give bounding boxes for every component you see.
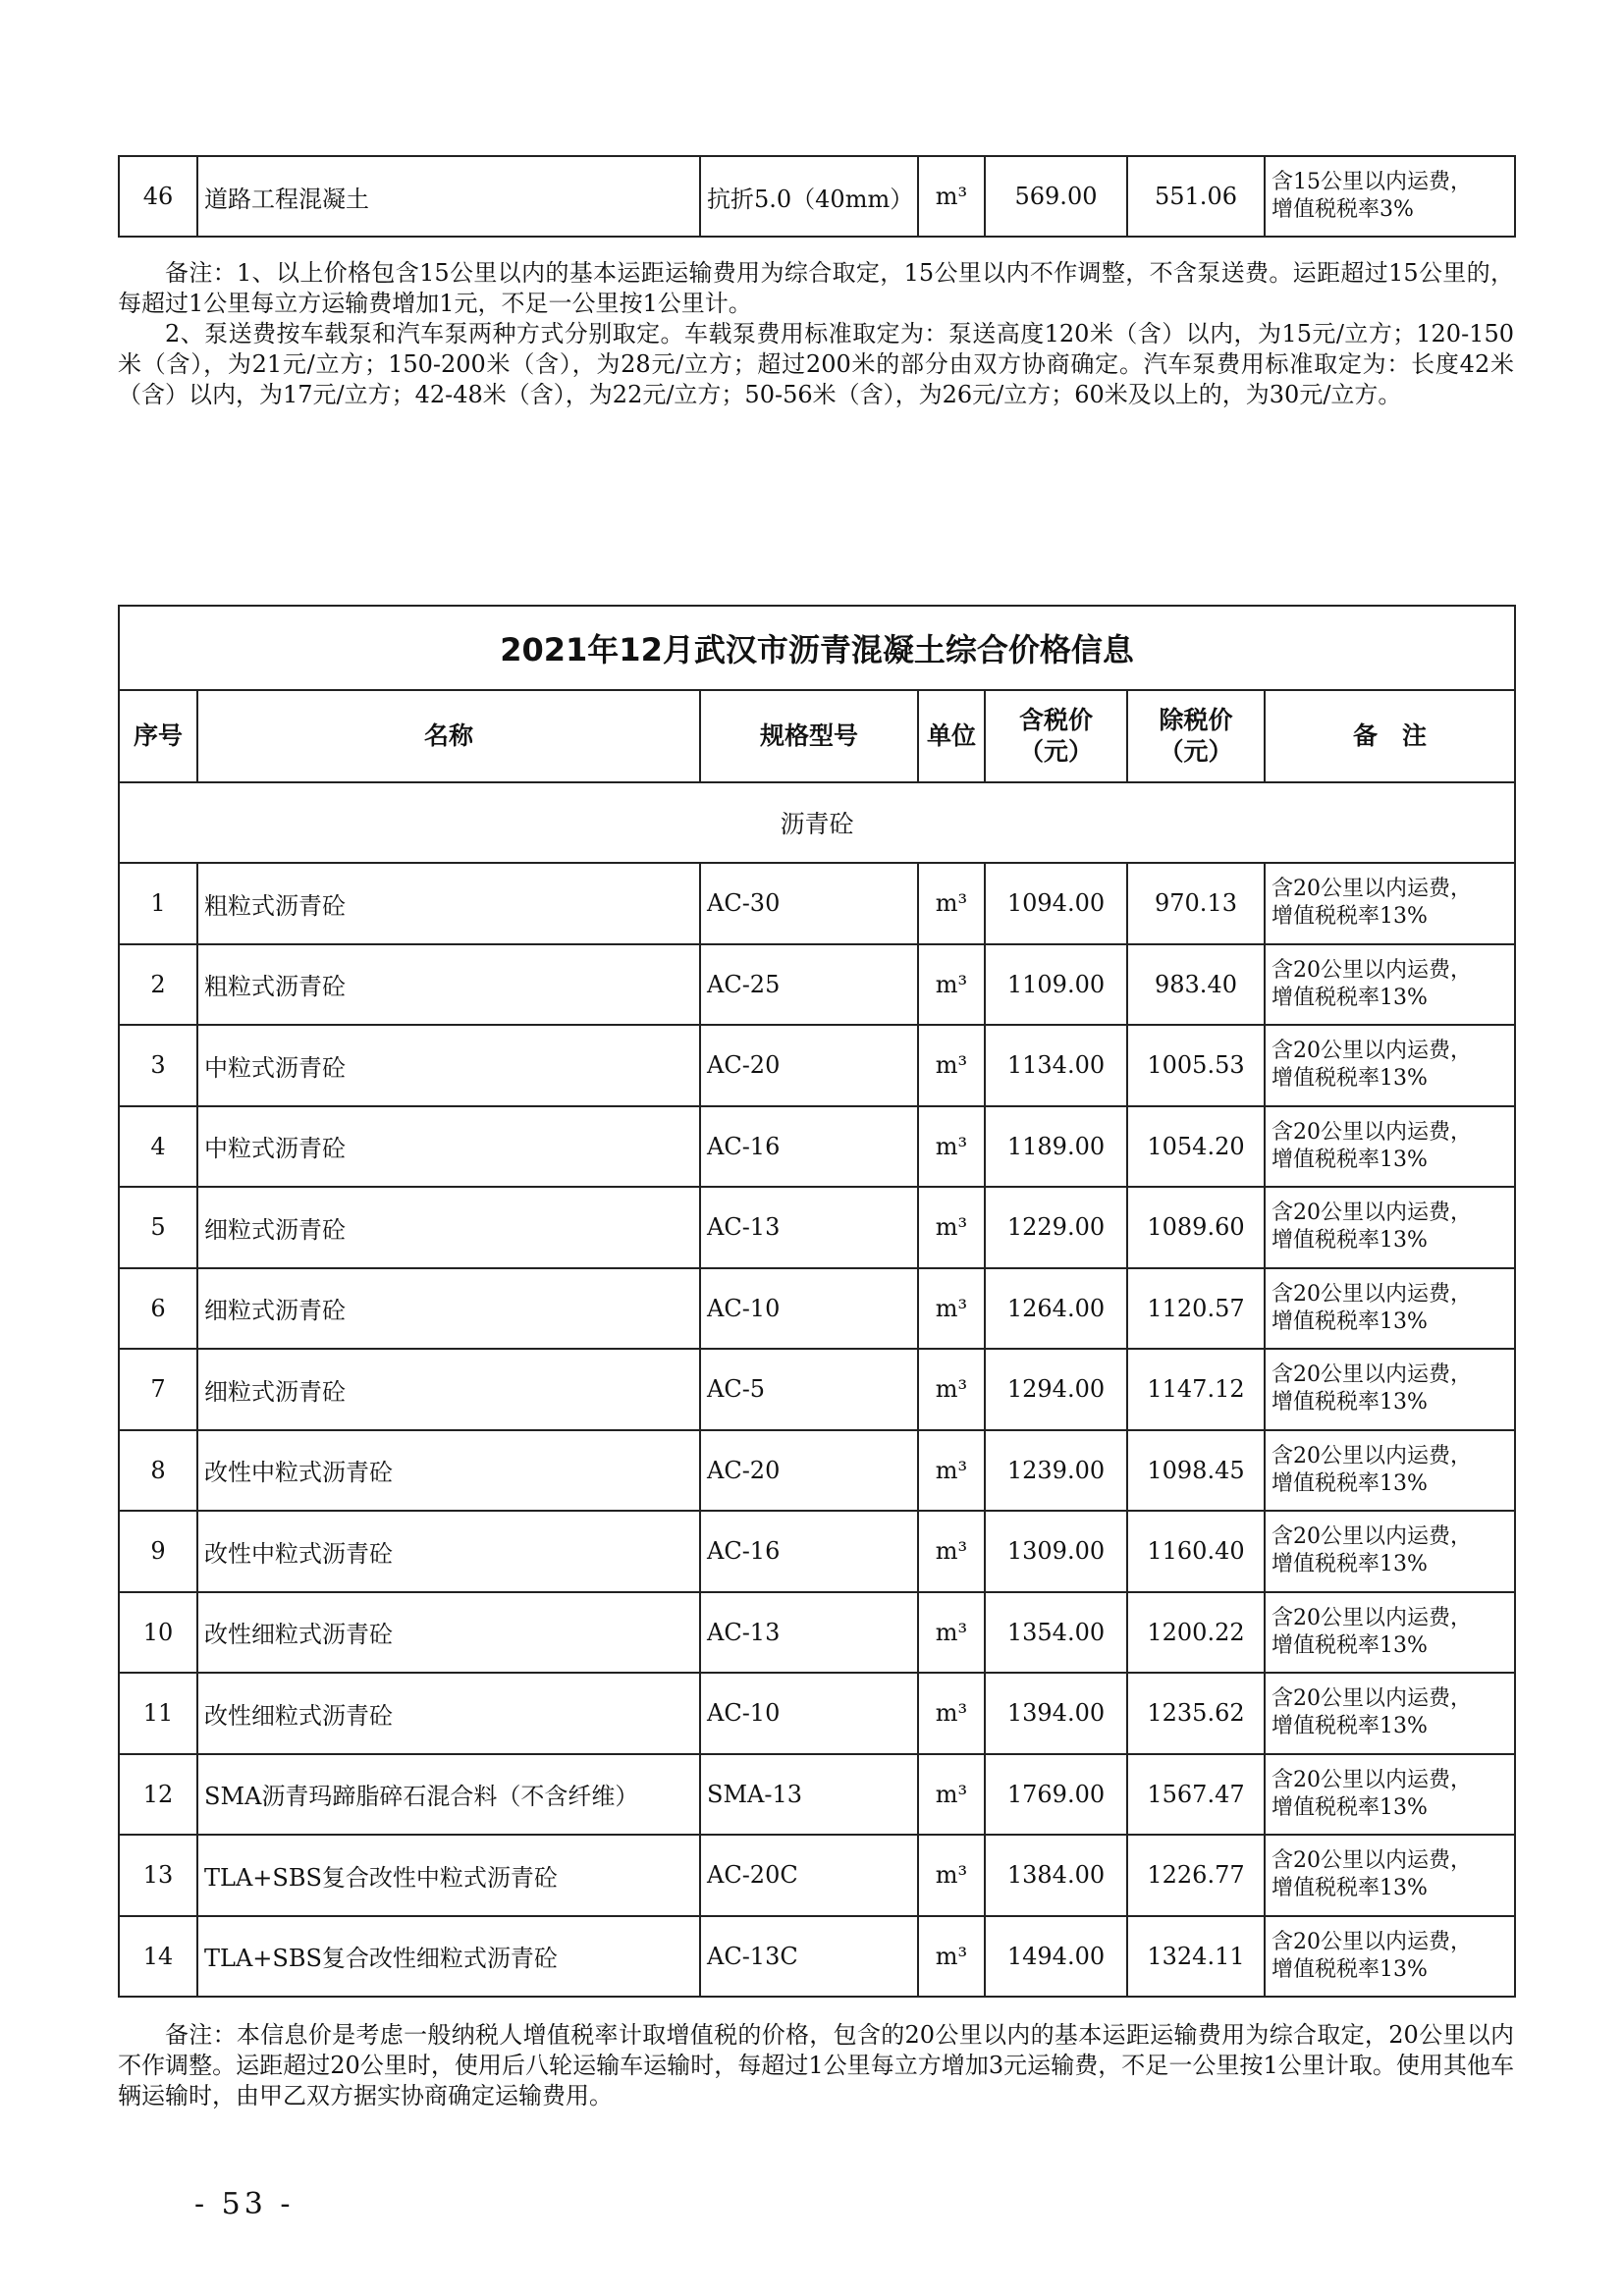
header-tax-included-line1: 含税价 — [1018, 706, 1093, 734]
material-spec: AC-16 — [700, 1511, 918, 1592]
material-spec: AC-10 — [700, 1673, 918, 1754]
material-unit: m³ — [918, 1916, 985, 1998]
material-name: 道路工程混凝土 — [197, 156, 700, 237]
material-unit: m³ — [918, 1754, 985, 1836]
remark-line-1: 含20公里以内运费， — [1271, 1524, 1472, 1550]
material-spec: AC-16 — [700, 1106, 918, 1188]
remark-line-1: 含20公里以内运费， — [1271, 1119, 1472, 1145]
material-unit: m³ — [918, 1349, 985, 1430]
tax-included-price: 1134.00 — [985, 1025, 1127, 1106]
row-remark — [1265, 1835, 1515, 1916]
material-unit: m³ — [918, 1592, 985, 1674]
row-number: 1 — [119, 863, 197, 944]
remark-line-1: 含20公里以内运费， — [1271, 1362, 1472, 1388]
tax-included-price: 1384.00 — [985, 1835, 1127, 1916]
row-remark — [1265, 1106, 1515, 1188]
asphalt-note: 备注：本信息价是考虑一般纳税人增值税率计取增值税的价格，包含的20公里以内的基本运距运输费用为综合取定，20公里以内不作调整。运距超过20公里时，使用后八轮运输车运输时，每超过1公里每立方增加3元运输费，不足一公里按1公里计取。使用其他车辆运输时，由甲乙双方据实协商确定运输费用。 — [118, 2021, 1514, 2109]
remark-line-2: 增值税税率13% — [1271, 1470, 1428, 1496]
table-row — [119, 1268, 1515, 1350]
remark-line-2: 增值税税率13% — [1271, 1632, 1428, 1658]
remark-line-1: 含20公里以内运费， — [1271, 957, 1472, 983]
material-name: TLA+SBS复合改性细粒式沥青砼 — [197, 1916, 700, 1998]
row-remark — [1265, 1025, 1515, 1106]
material-spec: AC-30 — [700, 863, 918, 944]
row-number: 13 — [119, 1835, 197, 1916]
tax-included-price: 569.00 — [985, 156, 1127, 237]
row-number: 14 — [119, 1916, 197, 1998]
material-name: 中粒式沥青砼 — [197, 1025, 700, 1106]
row-remark — [1265, 1187, 1515, 1268]
table-row — [119, 863, 1515, 944]
table-row — [119, 1025, 1515, 1106]
material-unit: m³ — [918, 1673, 985, 1754]
remark-line-2: 增值税税率13% — [1271, 1228, 1428, 1254]
tax-included-price: 1239.00 — [985, 1430, 1127, 1512]
remark-line-2: 增值税税率13% — [1271, 1714, 1428, 1739]
remark-line-2: 增值税税率13% — [1271, 1876, 1428, 1901]
header-name: 名称 — [197, 690, 700, 782]
tax-included-price: 1264.00 — [985, 1268, 1127, 1350]
row-remark — [1265, 1916, 1515, 1998]
row-number: 10 — [119, 1592, 197, 1674]
row-remark — [1265, 1268, 1515, 1350]
remark-line-1: 含20公里以内运费， — [1271, 1201, 1472, 1226]
header-tax-excluded-line2: （元） — [1159, 737, 1233, 766]
row-number: 12 — [119, 1754, 197, 1836]
row-remark — [1265, 1592, 1515, 1674]
remark-line-1: 含20公里以内运费， — [1271, 1767, 1472, 1792]
tax-included-price: 1769.00 — [985, 1754, 1127, 1836]
material-name: 细粒式沥青砼 — [197, 1268, 700, 1350]
table-row — [119, 1592, 1515, 1674]
material-spec: AC-13 — [700, 1592, 918, 1674]
material-spec: AC-5 — [700, 1349, 918, 1430]
note-paragraph-2: 2、泵送费按车载泵和汽车泵两种方式分别取定。车载泵费用标准取定为：泵送高度120米（含）以内，为15元/立方；120-150米（含），为21元/立方；150-200米（含），为28元/立方；超过200米的部分由双方协商确定。汽车泵费用标准取定为：长度42米（含）以内，为17元/立方；42-48米（含），为22元/立方；50-56米（含），为26元/立方；60米及以上的，为30元/立方。 — [118, 320, 1514, 408]
remark-line-1: 含20公里以内运费， — [1271, 1039, 1472, 1064]
material-unit: m³ — [918, 944, 985, 1026]
remark-line-1: 含20公里以内运费， — [1271, 1605, 1472, 1630]
header-tax-included — [985, 690, 1127, 782]
remark-line-2: 增值税税率13% — [1271, 1794, 1428, 1820]
note-paragraph-1: 备注：1、以上价格包含15公里以内的基本运距运输费用为综合取定，15公里以内不作调整，不含泵送费。运距超过15公里的，每超过1公里每立方运输费增加1元，不足一公里按1公里计。 — [118, 259, 1514, 317]
remark-line-2: 增值税税率13% — [1271, 1066, 1428, 1092]
remark-line-1: 含20公里以内运费， — [1271, 1443, 1472, 1468]
row-remark — [1265, 863, 1515, 944]
material-unit: m³ — [918, 863, 985, 944]
tax-included-price: 1109.00 — [985, 944, 1127, 1026]
remark-line-2: 增值税税率13% — [1271, 1956, 1428, 1982]
material-name: 粗粒式沥青砼 — [197, 863, 700, 944]
material-unit: m³ — [918, 1835, 985, 1916]
tax-excluded-price: 1324.11 — [1127, 1916, 1265, 1998]
table-header-row — [119, 690, 1515, 782]
row-number: 2 — [119, 944, 197, 1026]
remark-line-2: 增值税税率13% — [1271, 1308, 1428, 1334]
header-tax-excluded-line1: 除税价 — [1159, 706, 1233, 734]
tax-excluded-price: 1098.45 — [1127, 1430, 1265, 1512]
tax-included-price: 1494.00 — [985, 1916, 1127, 1998]
row-number: 5 — [119, 1187, 197, 1268]
remark-line-2: 增值税税率13% — [1271, 1147, 1428, 1172]
table-row — [119, 1916, 1515, 1998]
material-spec: AC-10 — [700, 1268, 918, 1350]
header-spec: 规格型号 — [700, 690, 918, 782]
material-spec: 抗折5.0（40mm） — [700, 156, 918, 237]
row-remark — [1265, 156, 1515, 237]
row-number: 11 — [119, 1673, 197, 1754]
table-row — [119, 1187, 1515, 1268]
material-spec: AC-13 — [700, 1187, 918, 1268]
table-row — [119, 1106, 1515, 1188]
remark-line-1: 含20公里以内运费， — [1271, 1848, 1472, 1874]
material-name: 细粒式沥青砼 — [197, 1349, 700, 1430]
tax-excluded-price: 983.40 — [1127, 944, 1265, 1026]
remark-line-2: 增值税税率13% — [1271, 985, 1428, 1010]
remark-line-2: 增值税税率13% — [1271, 904, 1428, 930]
page-number: - 53 - — [194, 2187, 295, 2221]
remark-line-1: 含15公里以内运费， — [1271, 170, 1472, 194]
top-price-table — [118, 155, 1516, 238]
material-unit: m³ — [918, 1025, 985, 1106]
material-unit: m³ — [918, 1106, 985, 1188]
tax-included-price: 1394.00 — [985, 1673, 1127, 1754]
remark-line-1: 含20公里以内运费， — [1271, 877, 1472, 902]
row-remark — [1265, 1673, 1515, 1754]
row-number: 3 — [119, 1025, 197, 1106]
tax-excluded-price: 1235.62 — [1127, 1673, 1265, 1754]
remark-line-1: 含20公里以内运费， — [1271, 1686, 1472, 1712]
tax-included-price: 1229.00 — [985, 1187, 1127, 1268]
asphalt-price-table — [118, 605, 1516, 1998]
table-row — [119, 1349, 1515, 1430]
tax-excluded-price: 1226.77 — [1127, 1835, 1265, 1916]
header-tax-excluded — [1127, 690, 1265, 782]
material-unit: m³ — [918, 156, 985, 237]
header-unit: 单位 — [918, 690, 985, 782]
tax-excluded-price: 970.13 — [1127, 863, 1265, 944]
tax-included-price: 1354.00 — [985, 1592, 1127, 1674]
tax-excluded-price: 551.06 — [1127, 156, 1265, 237]
row-number: 46 — [119, 156, 197, 237]
table-title: 2021年12月武汉市沥青混凝土综合价格信息 — [119, 606, 1515, 690]
header-tax-included-line2: （元） — [1018, 737, 1093, 766]
concrete-note-block — [118, 258, 1514, 410]
tax-excluded-price: 1089.60 — [1127, 1187, 1265, 1268]
remark-line-2: 增值税税率3% — [1271, 197, 1414, 222]
material-name: 改性细粒式沥青砼 — [197, 1592, 700, 1674]
row-number: 4 — [119, 1106, 197, 1188]
material-name: 粗粒式沥青砼 — [197, 944, 700, 1026]
tax-excluded-price: 1054.20 — [1127, 1106, 1265, 1188]
tax-excluded-price: 1120.57 — [1127, 1268, 1265, 1350]
tax-excluded-price: 1160.40 — [1127, 1511, 1265, 1592]
material-name: SMA沥青玛蹄脂碎石混合料（不含纤维） — [197, 1754, 700, 1836]
material-spec: AC-25 — [700, 944, 918, 1026]
tax-excluded-price: 1147.12 — [1127, 1349, 1265, 1430]
material-spec: AC-20 — [700, 1430, 918, 1512]
row-number: 6 — [119, 1268, 197, 1350]
row-number: 9 — [119, 1511, 197, 1592]
remark-line-1: 含20公里以内运费， — [1271, 1281, 1472, 1307]
tax-excluded-price: 1005.53 — [1127, 1025, 1265, 1106]
material-name: 细粒式沥青砼 — [197, 1187, 700, 1268]
tax-included-price: 1094.00 — [985, 863, 1127, 944]
material-spec: AC-13C — [700, 1916, 918, 1998]
remark-line-2: 增值税税率13% — [1271, 1390, 1428, 1415]
section-label: 沥青砼 — [119, 782, 1515, 863]
material-spec: SMA-13 — [700, 1754, 918, 1836]
table-row — [119, 1835, 1515, 1916]
material-name: 改性中粒式沥青砼 — [197, 1430, 700, 1512]
header-no: 序号 — [119, 690, 197, 782]
tax-included-price: 1189.00 — [985, 1106, 1127, 1188]
row-remark — [1265, 944, 1515, 1026]
tax-included-price: 1309.00 — [985, 1511, 1127, 1592]
material-unit: m³ — [918, 1430, 985, 1512]
material-name: 中粒式沥青砼 — [197, 1106, 700, 1188]
tax-included-price: 1294.00 — [985, 1349, 1127, 1430]
table-row — [119, 944, 1515, 1026]
row-remark — [1265, 1349, 1515, 1430]
material-unit: m³ — [918, 1268, 985, 1350]
asphalt-rows — [119, 863, 1515, 1997]
table-row — [119, 1754, 1515, 1836]
remark-line-1: 含20公里以内运费， — [1271, 1929, 1472, 1954]
header-remark: 备 注 — [1265, 690, 1515, 782]
material-name: 改性细粒式沥青砼 — [197, 1673, 700, 1754]
material-unit: m³ — [918, 1187, 985, 1268]
row-remark — [1265, 1511, 1515, 1592]
material-name: TLA+SBS复合改性中粒式沥青砼 — [197, 1835, 700, 1916]
material-spec: AC-20C — [700, 1835, 918, 1916]
material-spec: AC-20 — [700, 1025, 918, 1106]
table-row — [119, 1673, 1515, 1754]
row-remark — [1265, 1430, 1515, 1512]
row-number: 7 — [119, 1349, 197, 1430]
table-row — [119, 156, 1515, 237]
table-row — [119, 1430, 1515, 1512]
material-name: 改性中粒式沥青砼 — [197, 1511, 700, 1592]
remark-line-2: 增值税税率13% — [1271, 1552, 1428, 1577]
tax-excluded-price: 1200.22 — [1127, 1592, 1265, 1674]
row-remark — [1265, 1754, 1515, 1836]
tax-excluded-price: 1567.47 — [1127, 1754, 1265, 1836]
table-row — [119, 1511, 1515, 1592]
material-unit: m³ — [918, 1511, 985, 1592]
row-number: 8 — [119, 1430, 197, 1512]
